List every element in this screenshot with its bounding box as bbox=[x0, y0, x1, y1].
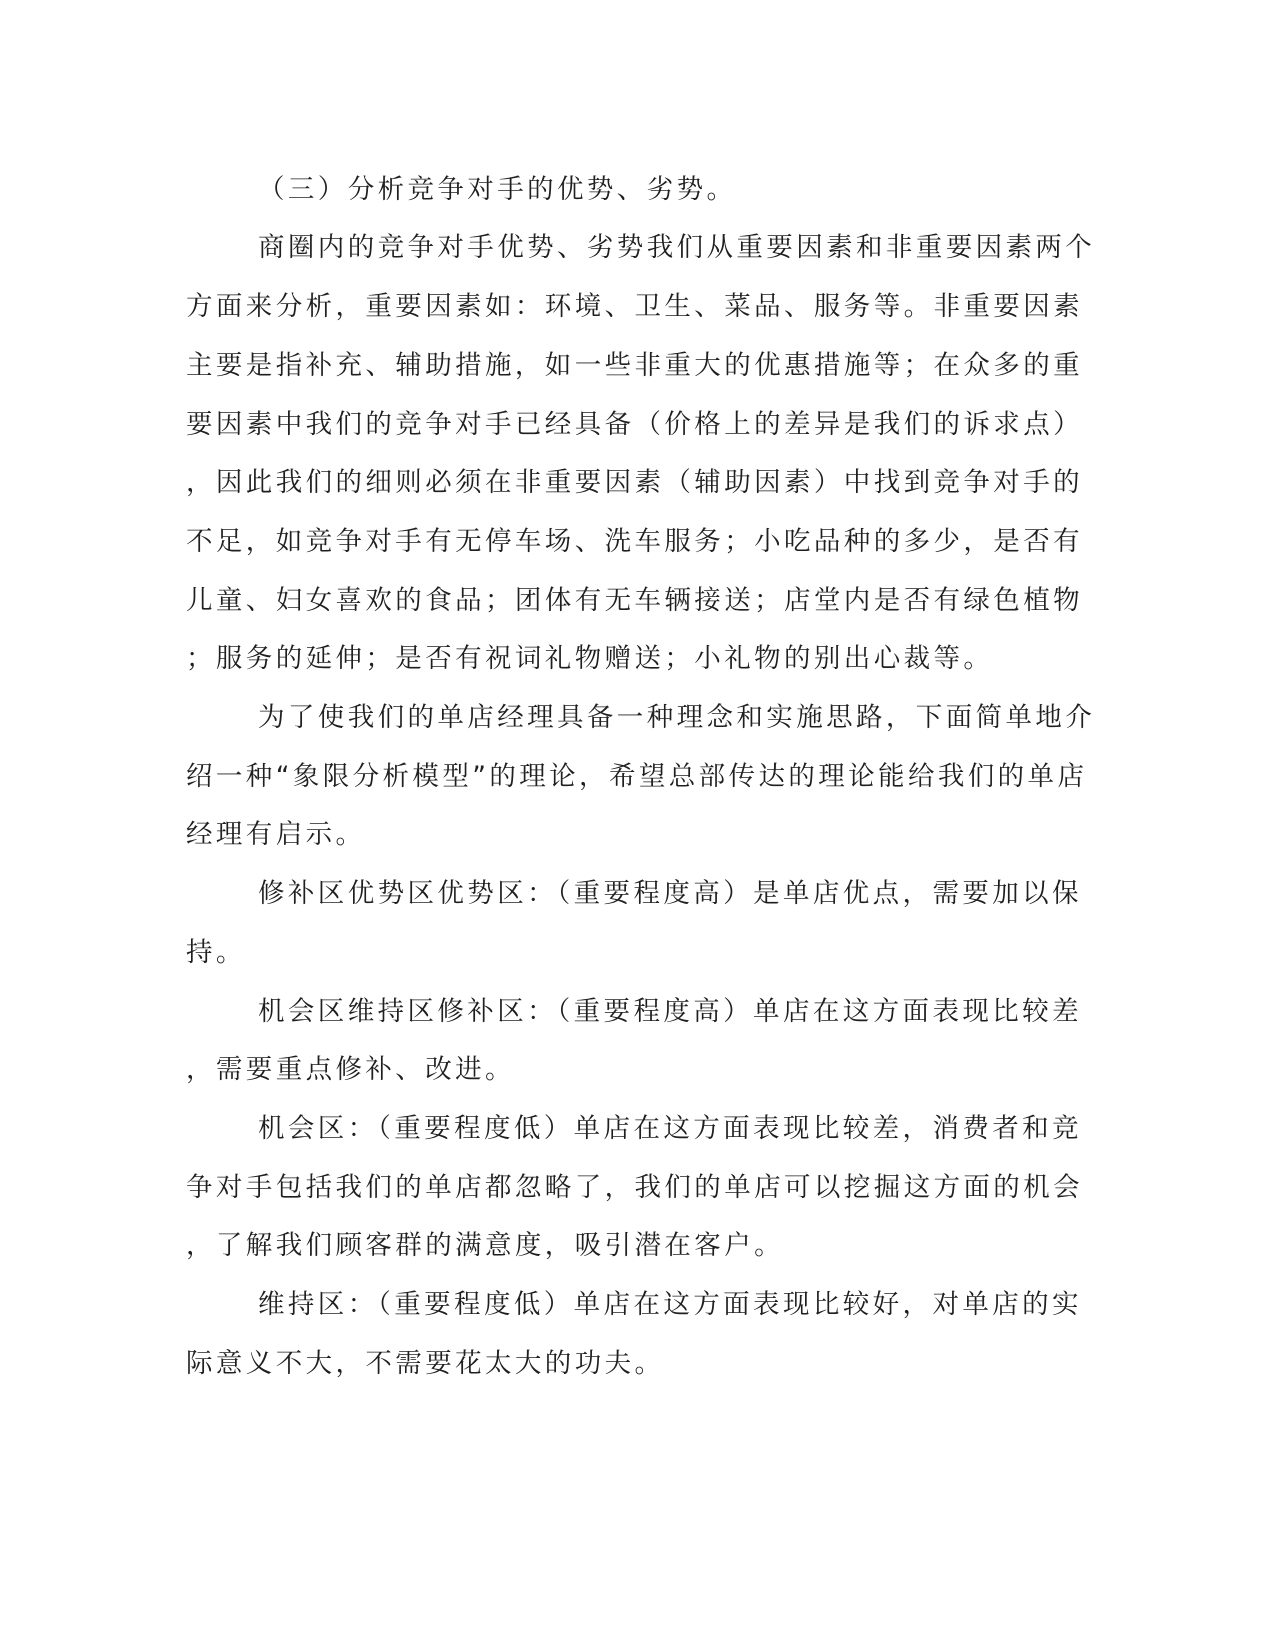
paragraph-3-line-2: 持。 bbox=[186, 937, 246, 968]
section-heading: （三）分析竞争对手的优势、劣势。 bbox=[258, 174, 737, 205]
paragraph-2-line-3: 经理有启示。 bbox=[186, 819, 366, 850]
paragraph-1-line-3: 主要是指补充、辅助措施，如一些非重大的优惠措施等；在众多的重 bbox=[186, 350, 1083, 381]
paragraph-1-line-1: 商圈内的竞争对手优势、劣势我们从重要因素和非重要因素两个 bbox=[258, 232, 1096, 263]
paragraph-1-line-7: 儿童、妇女喜欢的食品；团体有无车辆接送；店堂内是否有绿色植物 bbox=[186, 585, 1083, 616]
paragraph-1-line-4: 要因素中我们的竞争对手已经具备（价格上的差异是我们的诉求点） bbox=[186, 409, 1083, 440]
paragraph-2-line-1: 为了使我们的单店经理具备一种理念和实施思路，下面简单地介 bbox=[258, 702, 1096, 733]
paragraph-5-line-3: ，了解我们顾客群的满意度，吸引潜在客户。 bbox=[186, 1230, 784, 1261]
paragraph-1-line-6: 不足，如竞争对手有无停车场、洗车服务；小吃品种的多少，是否有 bbox=[186, 526, 1083, 557]
paragraph-6-line-2: 际意义不大，不需要花太大的功夫。 bbox=[186, 1348, 665, 1379]
paragraph-3-line-1: 修补区优势区优势区：（重要程度高）是单店优点，需要加以保 bbox=[258, 878, 1082, 909]
paragraph-4-line-2: ，需要重点修补、改进。 bbox=[186, 1054, 515, 1085]
paragraph-1-line-5: ，因此我们的细则必须在非重要因素（辅助因素）中找到竞争对手的 bbox=[186, 467, 1083, 498]
paragraph-1-line-8: ；服务的延伸；是否有祝词礼物赠送；小礼物的别出心裁等。 bbox=[186, 643, 994, 674]
paragraph-5-line-1: 机会区：（重要程度低）单店在这方面表现比较差，消费者和竞 bbox=[258, 1113, 1082, 1144]
paragraph-1-line-2: 方面来分析，重要因素如：环境、卫生、菜品、服务等。非重要因素 bbox=[186, 291, 1083, 322]
paragraph-4-line-1: 机会区维持区修补区：（重要程度高）单店在这方面表现比较差 bbox=[258, 996, 1082, 1027]
paragraph-6-line-1: 维持区：（重要程度低）单店在这方面表现比较好，对单店的实 bbox=[258, 1289, 1082, 1320]
paragraph-2-line-2: 绍一种“象限分析模型”的理论，希望总部传达的理论能给我们的单店 bbox=[186, 761, 1088, 792]
paragraph-5-line-2: 争对手包括我们的单店都忽略了，我们的单店可以挖掘这方面的机会 bbox=[186, 1172, 1083, 1203]
